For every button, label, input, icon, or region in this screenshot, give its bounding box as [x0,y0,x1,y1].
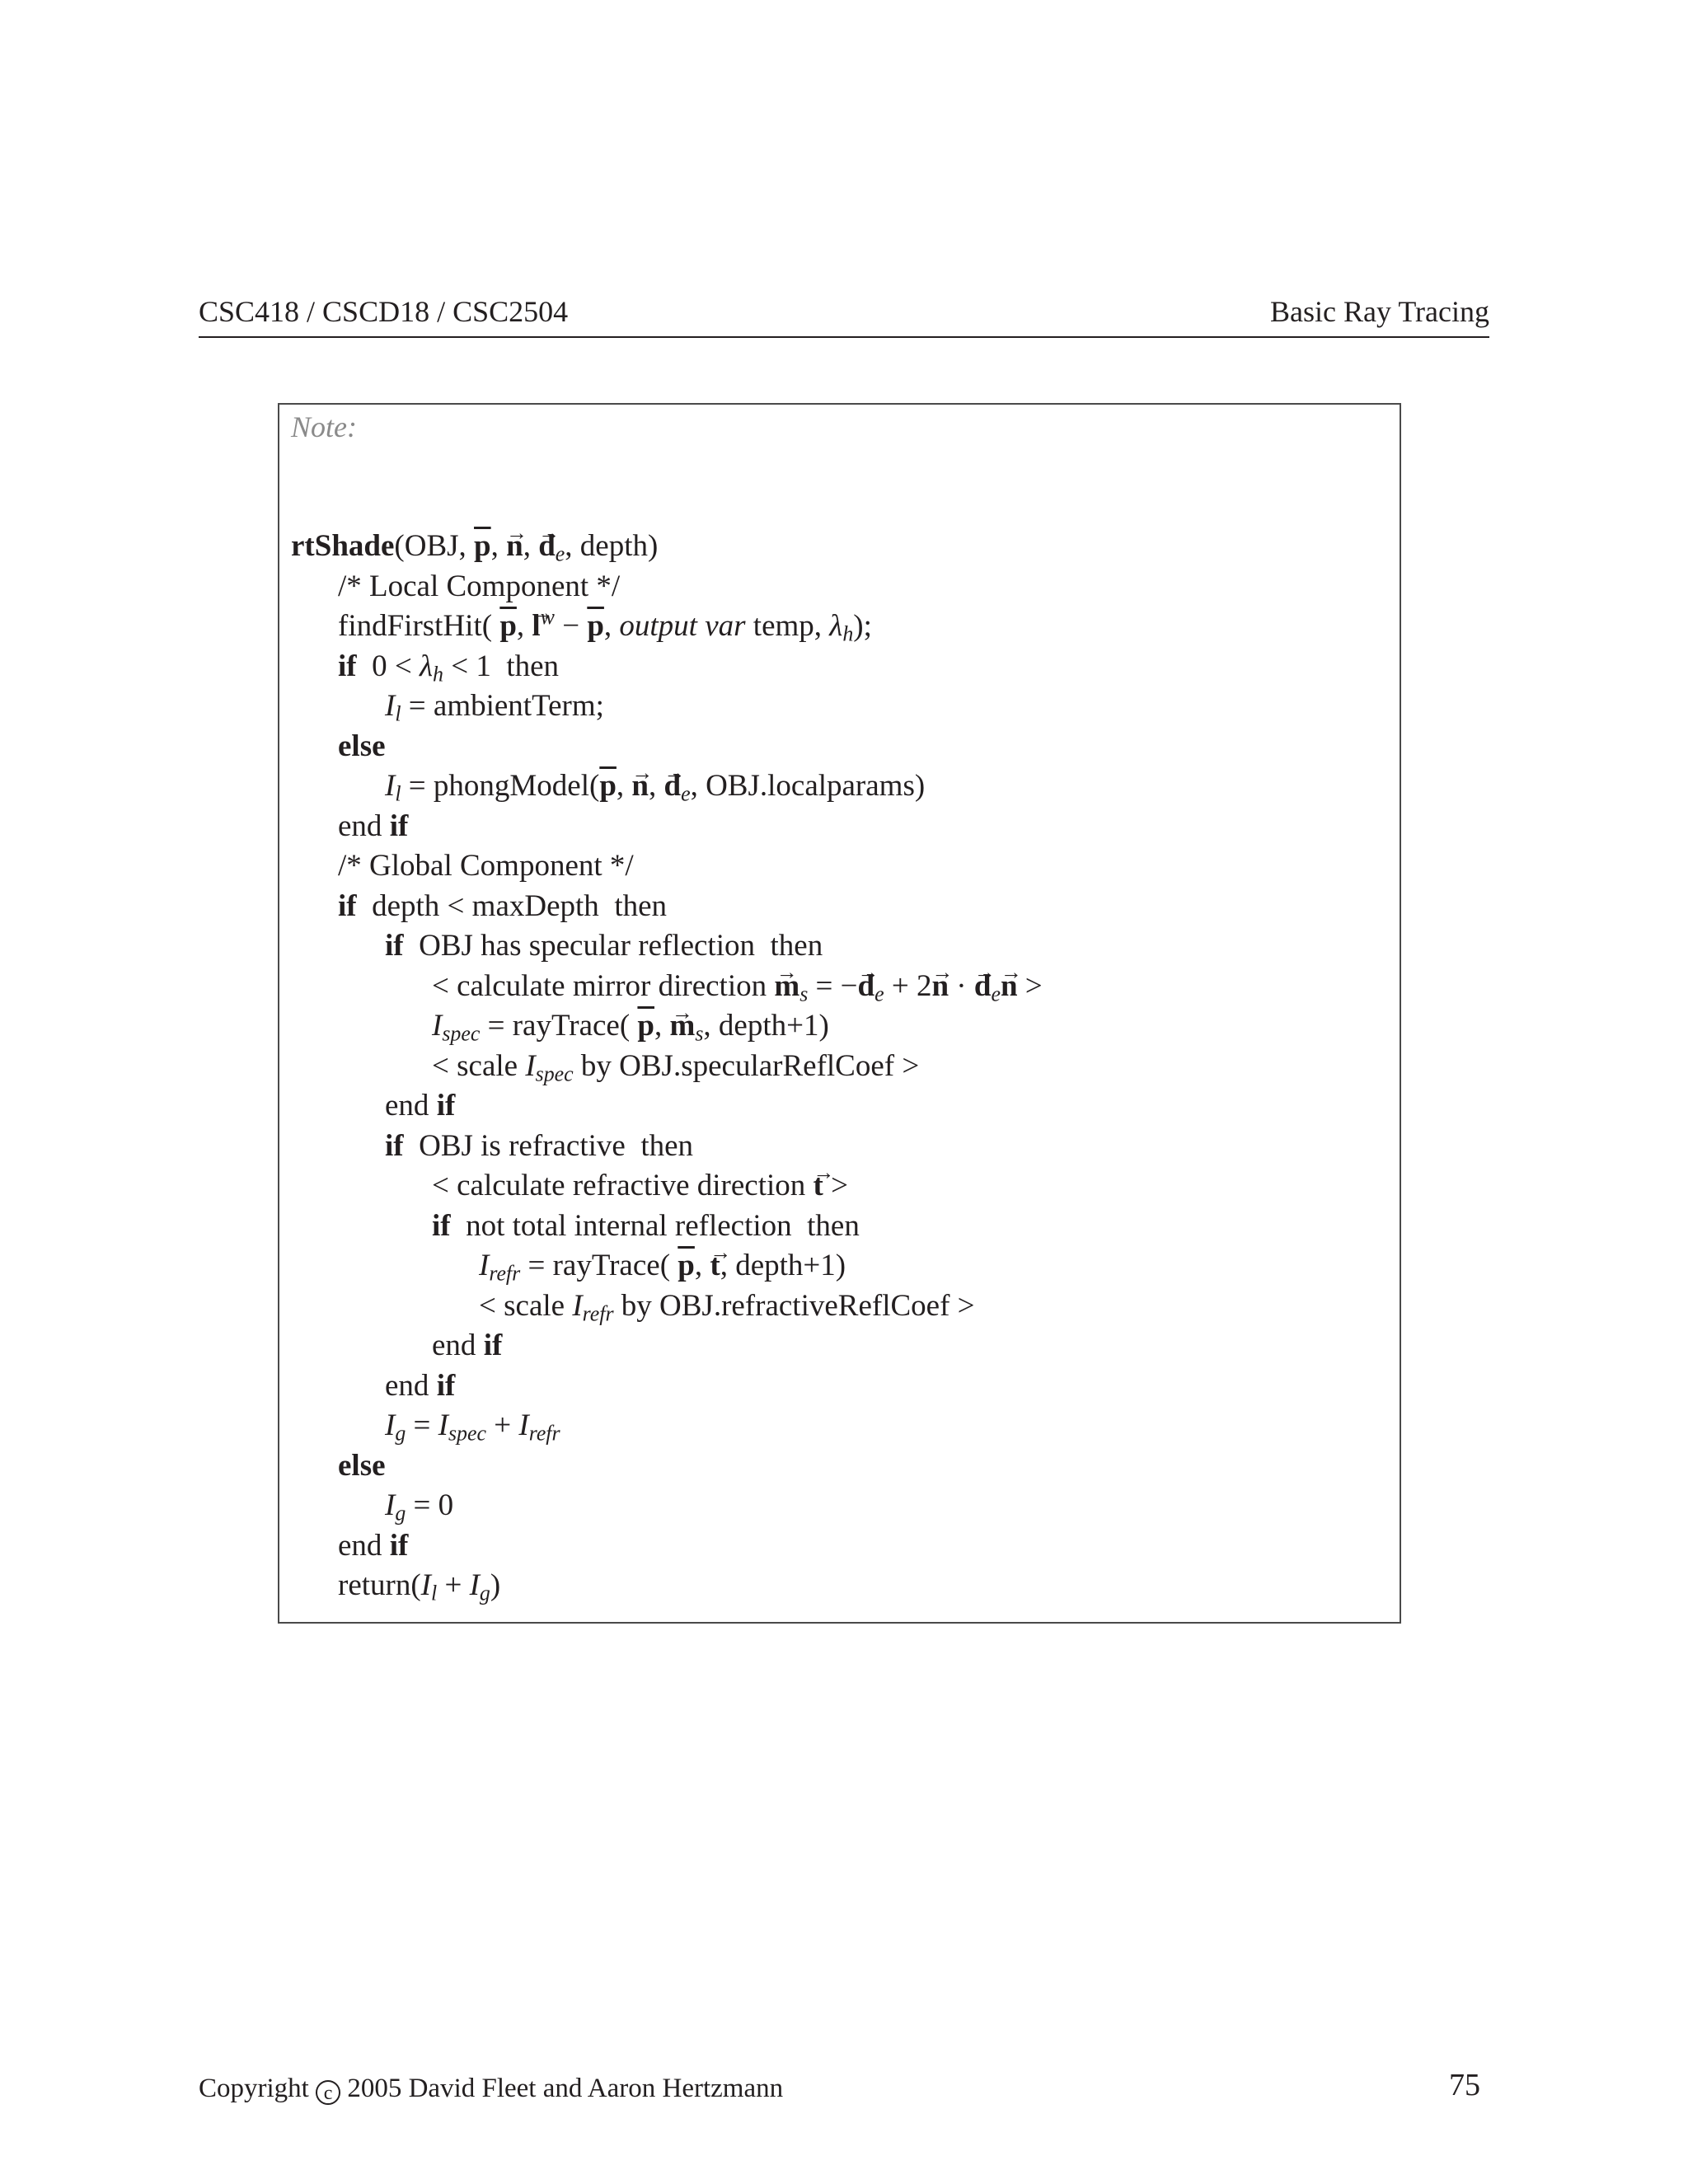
code-line-raytrace-refr: $I_{refr}$ = rayTrace( $\overline{p}$, → t, depth+1) [291,1246,1400,1286]
code-line-refractive-direction: < calculate refractive direction → t > [291,1166,1400,1207]
code-line-global-sum: $I_g = I_{spec} + I_{refr}$ [385,1408,560,1446]
code-line-if-depth: if depth < maxDepth then [338,888,668,923]
code-line-else-1: else [338,729,386,763]
code-line-if-refractive: if OBJ is refractive then [385,1128,694,1163]
code-line-scale-refr: < scale $I_{refr}$ by OBJ.refractiveReflCoef > [479,1288,975,1325]
page-number: 75 [1449,2068,1480,2102]
code-line-ambient: $I_l$ = ambientTerm; [385,689,604,726]
page-header [199,293,1489,338]
code-line-if-tir: if not total internal reflection then [432,1208,860,1243]
code-line-scale-spec: < scale $I_{spec}$ by OBJ.specularReflCoef > [432,1048,920,1085]
section-title: Basic Ray Tracing [1270,295,1489,328]
code-line-raytrace-spec: $I_{spec}$ = rayTrace( $\overline{p}$, → $m_s$, depth+1) [291,1006,1400,1047]
note-label: Note: [291,410,357,443]
copyright-word: Copyright [199,2074,309,2103]
code-line-endif-5: end if [338,1528,409,1563]
code-line-findfirsthit: findFirstHit( $\overline{p}$, → $l^w - \overline{p}$, output var temp, $\lambda_h$); [291,607,1400,647]
copyright-icon: c [316,2080,340,2105]
code-line-comment-local: /* Local Component */ [338,569,621,603]
code-line-else-2: else [338,1448,386,1483]
code-line-if-specular: if OBJ has specular reflection then [385,929,823,963]
course-title: CSC418 / CSCD18 / CSC2504 [199,295,569,328]
code-line-if-lambda: if $0 < \lambda_h < 1$ then [338,649,560,686]
code-line-mirror-direction: < calculate mirror direction → $m_s$ = −→ $d_e + 2\to n$ · → $d_e\to n$ > [291,967,1400,1007]
copyright-notice [199,2072,783,2105]
code-line-return: $return(I_l + I_g)$ [338,1568,501,1605]
code-line-phong: $I_l$ = $phongModel(\overline{p}$, → n, → $d_e$, OBJ.localparams) [291,766,1400,807]
code-line-endif-1: end if [338,808,409,843]
copyright-text: 2005 David Fleet and Aaron Hertzmann [347,2074,784,2103]
code-line-signature: rtShade(OBJ, $\overline{p}$, → n, → $d_e$, depth) [291,527,1400,567]
code-line-endif-3: end if [432,1329,503,1362]
code-line-endif-4: end if [385,1368,456,1403]
algorithm-listing [291,527,1400,1606]
code-line-endif-2: end if [385,1089,456,1122]
code-line-global-zero: $I_g = 0$ [385,1488,454,1526]
code-line-comment-global: /* Global Component */ [338,849,634,883]
note-box [278,403,1401,1624]
